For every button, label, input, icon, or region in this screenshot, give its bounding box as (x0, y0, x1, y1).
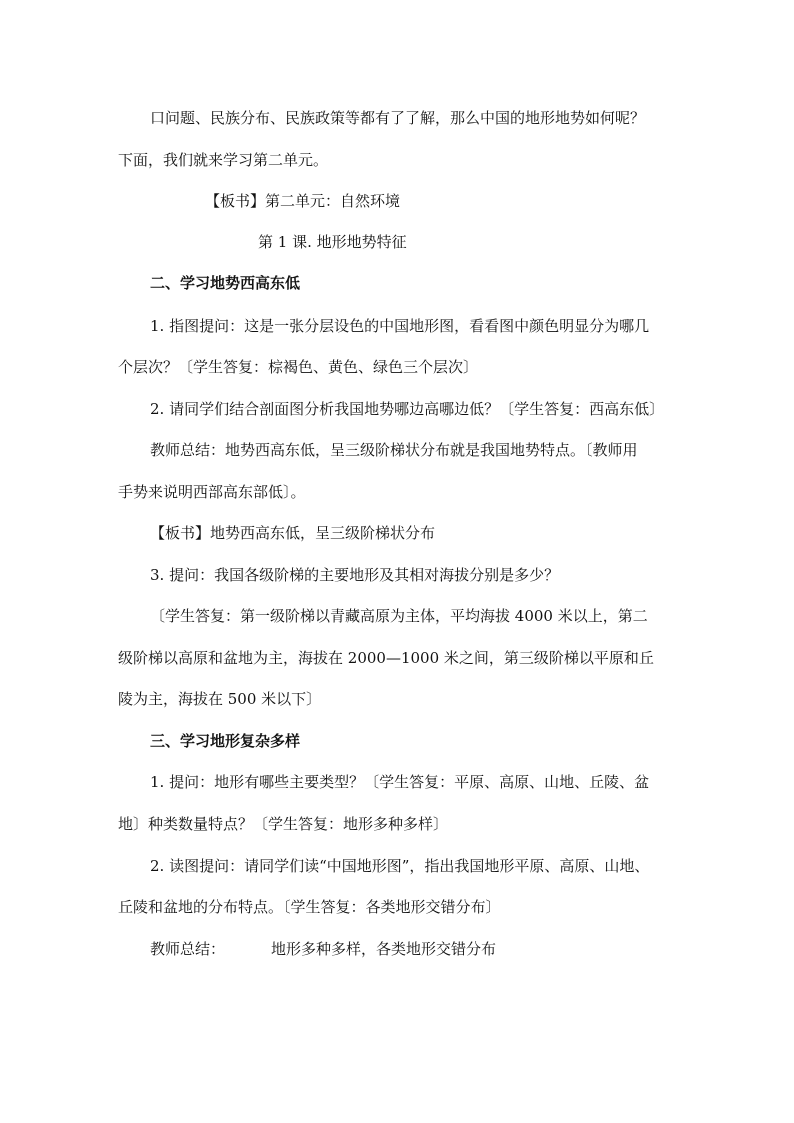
paragraph-line: 丘陵和盆地的分布特点。〔学生答复：各类地形交错分布〕 (118, 898, 501, 916)
paragraph-line: 地〕种类数量特点？〔学生答复：地形多种多样〕 (118, 815, 449, 833)
paragraph-line: 3. 提问：我国各级阶梯的主要地形及其相对海拔分别是多少？ (150, 566, 560, 584)
paragraph-line: 手势来说明西部高东部低〕。 (118, 483, 306, 501)
paragraph-line: 下面，我们就来学习第二单元。 (118, 151, 329, 169)
summary-label: 教师总结： (150, 940, 226, 958)
paragraph-line: 陵为主，海拔在 500 米以下〕 (118, 690, 322, 708)
paragraph-line: 口问题、民族分布、民族政策等都有了了解，那么中国的地形地势如何呢？ (150, 109, 646, 127)
paragraph-line: 教师总结：地势西高东低，呈三级阶梯状分布就是我国地势特点。〔教师用 (150, 441, 638, 459)
paragraph-line: 1. 提问：地形有哪些主要类型？〔学生答复：平原、高原、山地、丘陵、盆 (150, 773, 650, 791)
section-heading: 二、学习地势西高东低 (150, 274, 301, 292)
paragraph-line: 2. 请同学们结合剖面图分析我国地势哪边高哪边低？〔学生答复：西高东低〕 (150, 400, 665, 418)
paragraph-line: 1. 指图提问：这是一张分层设色的中国地形图，看看图中颜色明显分为哪几 (150, 317, 650, 335)
section-heading: 三、学习地形复杂多样 (150, 732, 301, 750)
paragraph-line: 级阶梯以高原和盆地为主，海拔在 2000—1000 米之间，第三级阶梯以平原和丘 (118, 649, 654, 667)
paragraph-line: 2. 读图提问：请同学们读“中国地形图”，指出我国地形平原、高原、山地、 (150, 857, 650, 875)
board-note: 【板书】地势西高东低，呈三级阶梯状分布 (150, 524, 436, 542)
paragraph-line: 〔学生答复：第一级阶梯以青藏高原为主体，平均海拔 4000 米以上，第二 (150, 607, 648, 625)
lesson-title: 第 1 课. 地形地势特征 (258, 233, 407, 251)
teacher-summary (150, 939, 496, 961)
paragraph-line: 个层次？〔学生答复：棕褐色、黄色、绿色三个层次〕 (118, 358, 479, 376)
summary-text: 地形多种多样，各类地形交错分布 (271, 940, 497, 958)
board-heading: 【板书】第二单元：自然环境 (205, 192, 401, 210)
